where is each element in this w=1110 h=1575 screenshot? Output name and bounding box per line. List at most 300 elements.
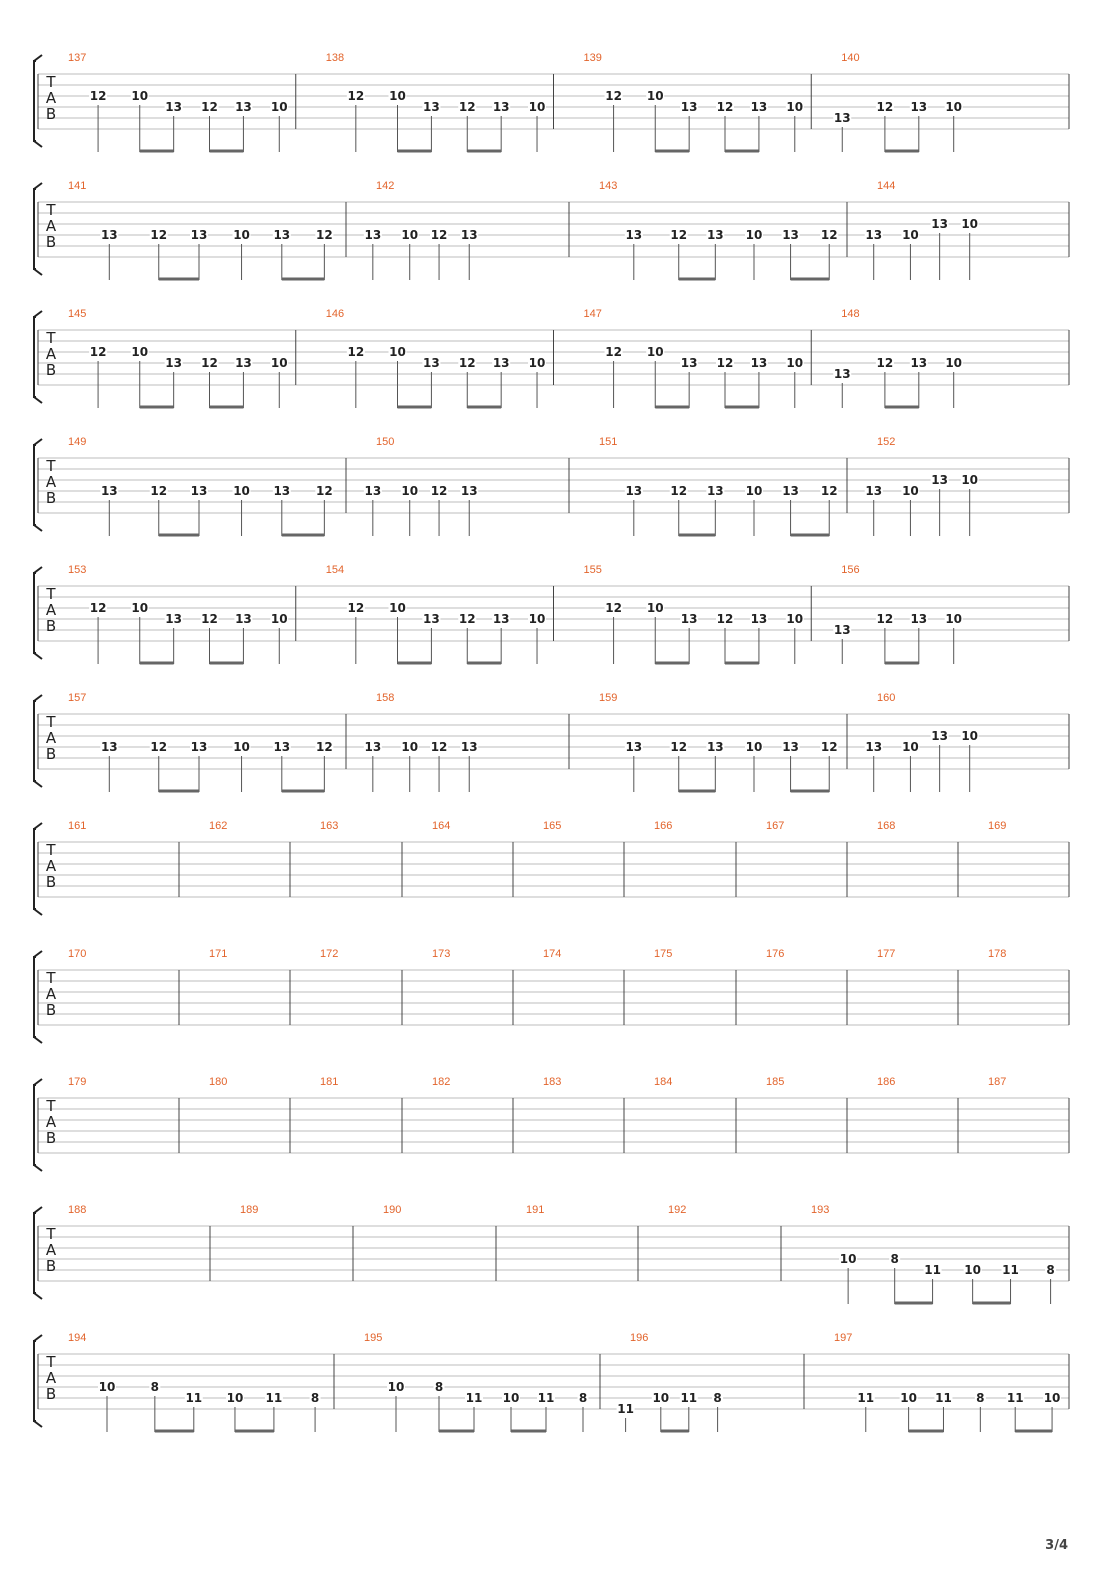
- fret-number: 13: [910, 100, 928, 114]
- bracket-hook: [34, 1421, 42, 1427]
- bracket-hook: [34, 1207, 42, 1213]
- measure-number: 151: [599, 436, 618, 448]
- measure-number: 149: [68, 436, 87, 448]
- fret-number: 12: [876, 100, 894, 114]
- measure-number: 168: [877, 820, 896, 832]
- fret-number: 13: [865, 484, 883, 498]
- measure-number: 158: [376, 692, 395, 704]
- fret-number: 13: [165, 100, 183, 114]
- fret-number: 13: [235, 100, 252, 114]
- fret-number: 13: [190, 228, 208, 242]
- fret-number: 10: [646, 345, 664, 359]
- measure-183: [543, 1076, 561, 1088]
- measure-number: 170: [68, 948, 87, 960]
- measure-196: [617, 1332, 724, 1432]
- bracket-hook: [34, 439, 42, 445]
- bracket-hook: [34, 823, 42, 829]
- fret-number: 13: [750, 612, 768, 626]
- fret-number: 10: [961, 729, 979, 743]
- measure-152: [865, 436, 979, 536]
- fret-number: 10: [646, 601, 664, 615]
- fret-number: 13: [706, 484, 724, 498]
- measure-141: [68, 180, 333, 280]
- fret-number: 12: [876, 356, 894, 370]
- fret-number: 10: [961, 217, 979, 231]
- fret-number: 11: [465, 1391, 483, 1405]
- measure-138: [326, 52, 546, 152]
- fret-number: 12: [605, 345, 622, 359]
- fret-number: 12: [716, 100, 734, 114]
- measure-number: 184: [654, 1076, 673, 1088]
- measure-151: [599, 436, 838, 536]
- tab-clef-letter: T: [46, 713, 56, 731]
- fret-number: 13: [364, 484, 382, 498]
- fret-number: 12: [89, 345, 107, 359]
- fret-number: 12: [150, 740, 168, 754]
- fret-number: 13: [865, 740, 883, 754]
- fret-number: 12: [430, 484, 448, 498]
- measure-number: 196: [630, 1332, 649, 1344]
- tab-clef-letter: A: [45, 89, 57, 107]
- measure-156: [833, 564, 962, 664]
- fret-number: 12: [605, 89, 622, 103]
- fret-number: 13: [680, 100, 698, 114]
- tab-clef-letter: T: [46, 585, 56, 603]
- fret-number: 11: [617, 1402, 634, 1416]
- fret-number: 13: [833, 111, 851, 125]
- measure-number: 167: [766, 820, 785, 832]
- fret-number: 10: [902, 228, 919, 242]
- measure-158: [364, 692, 478, 792]
- fret-number: 13: [100, 228, 118, 242]
- tab-clef-letter: B: [45, 233, 57, 251]
- measure-number: 179: [68, 1076, 87, 1088]
- page-number: 3/4: [1045, 1538, 1068, 1553]
- measure-number: 193: [811, 1204, 830, 1216]
- fret-number: 10: [528, 612, 546, 626]
- system-bracket: [34, 1085, 36, 1165]
- measure-165: [543, 820, 561, 832]
- measure-number: 172: [320, 948, 339, 960]
- measure-number: 190: [383, 1204, 402, 1216]
- fret-number: 13: [273, 484, 291, 498]
- fret-number: 13: [782, 740, 799, 754]
- fret-number: 12: [458, 356, 476, 370]
- fret-number: 12: [315, 484, 333, 498]
- bracket-hook: [34, 951, 42, 957]
- fret-number: 12: [820, 484, 838, 498]
- system-11: [34, 1332, 1069, 1432]
- fret-number: 8: [310, 1391, 320, 1405]
- system-bracket: [34, 573, 36, 653]
- measure-197: [834, 1332, 1061, 1432]
- fret-number: 13: [423, 356, 440, 370]
- measure-number: 186: [877, 1076, 896, 1088]
- fret-number: 8: [150, 1380, 160, 1394]
- fret-number: 13: [423, 100, 440, 114]
- system-bracket: [34, 61, 36, 141]
- measure-137: [68, 52, 288, 152]
- measure-number: 189: [240, 1204, 259, 1216]
- fret-number: 11: [1006, 1391, 1024, 1405]
- measure-number: 181: [320, 1076, 339, 1088]
- fret-number: 13: [625, 484, 643, 498]
- fret-number: 13: [492, 356, 510, 370]
- measure-number: 177: [877, 948, 896, 960]
- system-7: [34, 820, 1069, 915]
- fret-number: 10: [786, 100, 804, 114]
- measure-number: 187: [988, 1076, 1007, 1088]
- fret-number: 13: [625, 228, 643, 242]
- fret-number: 10: [401, 484, 419, 498]
- measure-number: 154: [325, 564, 345, 576]
- fret-number: 12: [670, 484, 688, 498]
- measure-187: [988, 1076, 1006, 1088]
- measure-number: 163: [320, 820, 339, 832]
- bracket-hook: [34, 909, 42, 915]
- fret-number: 13: [782, 228, 799, 242]
- measure-181: [320, 1076, 338, 1088]
- fret-number: 11: [1002, 1263, 1019, 1277]
- fret-number: 10: [270, 612, 288, 626]
- system-3: [34, 308, 1069, 408]
- fret-number: 10: [1043, 1391, 1061, 1405]
- fret-number: 10: [902, 484, 919, 498]
- measure-number: 144: [877, 180, 896, 192]
- fret-number: 13: [460, 740, 478, 754]
- bracket-hook: [34, 1037, 42, 1043]
- measure-167: [766, 820, 784, 832]
- fret-number: 10: [745, 228, 763, 242]
- measure-number: 152: [877, 436, 896, 448]
- measure-195: [364, 1332, 589, 1432]
- measure-number: 166: [654, 820, 673, 832]
- measure-174: [543, 948, 561, 960]
- measure-171: [209, 948, 227, 960]
- measure-number: 176: [766, 948, 785, 960]
- tab-clef-letter: A: [45, 857, 57, 875]
- fret-number: 13: [273, 228, 291, 242]
- system-bracket: [34, 1213, 36, 1293]
- fret-number: 12: [201, 100, 218, 114]
- tab-clef-letter: T: [46, 457, 56, 475]
- fret-number: 10: [745, 740, 763, 754]
- fret-number: 13: [931, 729, 948, 743]
- fret-number: 10: [270, 356, 288, 370]
- fret-number: 12: [430, 740, 448, 754]
- fret-number: 13: [680, 612, 698, 626]
- measure-164: [432, 820, 450, 832]
- measure-number: 171: [209, 948, 228, 960]
- fret-number: 12: [670, 740, 688, 754]
- measure-159: [599, 692, 838, 792]
- measure-number: 150: [376, 436, 395, 448]
- tab-clef-letter: A: [45, 1241, 57, 1259]
- tab-clef-letter: A: [45, 345, 57, 363]
- tab-clef-letter: B: [45, 1129, 57, 1147]
- bracket-hook: [34, 141, 42, 147]
- fret-number: 12: [716, 612, 734, 626]
- fret-number: 12: [315, 740, 333, 754]
- fret-number: 8: [890, 1252, 899, 1266]
- fret-number: 8: [713, 1391, 722, 1405]
- fret-number: 10: [389, 345, 406, 359]
- system-bracket: [34, 445, 36, 525]
- system-4: [34, 436, 1069, 536]
- measure-184: [654, 1076, 672, 1088]
- measure-162: [209, 820, 227, 832]
- measure-163: [320, 820, 338, 832]
- measure-number: 157: [68, 692, 87, 704]
- measure-180: [209, 1076, 227, 1088]
- fret-number: 13: [235, 356, 252, 370]
- fret-number: 10: [502, 1391, 520, 1405]
- fret-number: 12: [150, 484, 168, 498]
- measure-number: 188: [68, 1204, 87, 1216]
- system-5: [34, 564, 1069, 664]
- fret-number: 8: [1046, 1263, 1055, 1277]
- fret-number: 10: [528, 100, 546, 114]
- measure-139: [584, 52, 804, 152]
- system-9: [34, 1076, 1069, 1171]
- measure-number: 174: [543, 948, 562, 960]
- measure-number: 140: [841, 52, 860, 64]
- measure-193: [811, 1204, 1056, 1304]
- measure-150: [364, 436, 478, 536]
- measure-173: [432, 948, 450, 960]
- fret-number: 12: [347, 89, 365, 103]
- fret-number: 13: [782, 484, 799, 498]
- fret-number: 12: [716, 356, 734, 370]
- fret-number: 10: [226, 1391, 244, 1405]
- measure-number: 178: [988, 948, 1007, 960]
- fret-number: 10: [387, 1380, 405, 1394]
- measure-number: 185: [766, 1076, 785, 1088]
- bracket-hook: [34, 567, 42, 573]
- measure-number: 156: [841, 564, 860, 576]
- fret-number: 12: [820, 740, 838, 754]
- measure-number: 139: [583, 52, 602, 64]
- measure-number: 137: [68, 52, 87, 64]
- measure-144: [865, 180, 979, 280]
- fret-number: 10: [528, 356, 546, 370]
- measure-190: [383, 1204, 401, 1216]
- fret-number: 10: [389, 601, 406, 615]
- fret-number: 10: [945, 100, 963, 114]
- fret-number: 13: [235, 612, 252, 626]
- fret-number: 12: [458, 612, 476, 626]
- measure-number: 159: [599, 692, 618, 704]
- fret-number: 13: [190, 484, 208, 498]
- measure-146: [326, 308, 546, 408]
- measure-number: 141: [68, 180, 87, 192]
- tab-clef-letter: B: [45, 105, 57, 123]
- tab-clef-letter: A: [45, 601, 57, 619]
- fret-number: 10: [945, 612, 963, 626]
- bracket-hook: [34, 397, 42, 403]
- measure-number: 161: [68, 820, 87, 832]
- measure-number: 165: [543, 820, 562, 832]
- fret-number: 12: [430, 228, 448, 242]
- measure-number: 195: [364, 1332, 383, 1344]
- measure-149: [68, 436, 333, 536]
- measure-160: [865, 692, 979, 792]
- tab-clef-letter: T: [46, 1097, 56, 1115]
- fret-number: 10: [902, 740, 919, 754]
- fret-number: 12: [201, 612, 218, 626]
- fret-number: 11: [935, 1391, 952, 1405]
- fret-number: 10: [964, 1263, 981, 1277]
- fret-number: 10: [786, 356, 804, 370]
- fret-number: 10: [233, 740, 250, 754]
- fret-number: 10: [652, 1391, 670, 1405]
- system-bracket: [34, 957, 36, 1037]
- tab-clef-letter: T: [46, 841, 56, 859]
- measure-177: [877, 948, 895, 960]
- fret-number: 10: [389, 89, 406, 103]
- measure-number: 164: [432, 820, 451, 832]
- fret-number: 13: [910, 356, 928, 370]
- measure-182: [432, 1076, 450, 1088]
- fret-number: 12: [670, 228, 688, 242]
- fret-number: 12: [315, 228, 333, 242]
- bracket-hook: [34, 269, 42, 275]
- fret-number: 13: [931, 473, 948, 487]
- bracket-hook: [34, 183, 42, 189]
- fret-number: 12: [150, 228, 168, 242]
- fret-number: 11: [924, 1263, 941, 1277]
- measure-number: 182: [432, 1076, 451, 1088]
- measure-number: 142: [376, 180, 395, 192]
- measure-157: [68, 692, 333, 792]
- measure-189: [240, 1204, 258, 1216]
- fret-number: 13: [423, 612, 440, 626]
- system-1: [34, 52, 1069, 152]
- system-2: [34, 180, 1069, 280]
- tab-clef-letter: B: [45, 1257, 57, 1275]
- measure-192: [668, 1204, 686, 1216]
- measure-143: [599, 180, 838, 280]
- measure-179: [68, 1076, 86, 1088]
- tab-clef-letter: B: [45, 617, 57, 635]
- bracket-hook: [34, 695, 42, 701]
- fret-number: 13: [190, 740, 208, 754]
- fret-number: 8: [976, 1391, 985, 1405]
- measure-178: [988, 948, 1006, 960]
- fret-number: 10: [131, 345, 149, 359]
- measure-number: 148: [841, 308, 860, 320]
- measure-number: 194: [68, 1332, 87, 1344]
- measure-170: [68, 948, 86, 960]
- measure-number: 160: [877, 692, 896, 704]
- fret-number: 13: [750, 356, 768, 370]
- measure-175: [654, 948, 672, 960]
- fret-number: 10: [98, 1380, 116, 1394]
- measure-168: [877, 820, 895, 832]
- measure-161: [68, 820, 86, 832]
- tab-clef-letter: B: [45, 1001, 57, 1019]
- fret-number: 12: [201, 356, 218, 370]
- measure-176: [766, 948, 784, 960]
- fret-number: 10: [745, 484, 763, 498]
- tab-clef-letter: T: [46, 1225, 56, 1243]
- fret-number: 13: [931, 217, 948, 231]
- fret-number: 8: [578, 1391, 588, 1405]
- fret-number: 10: [401, 228, 419, 242]
- measure-194: [68, 1332, 321, 1432]
- fret-number: 10: [786, 612, 804, 626]
- measure-number: 162: [209, 820, 228, 832]
- fret-number: 12: [605, 601, 622, 615]
- system-bracket: [34, 317, 36, 397]
- measure-153: [68, 564, 288, 664]
- bracket-hook: [34, 1293, 42, 1299]
- measure-142: [364, 180, 478, 280]
- tab-clef-letter: B: [45, 873, 57, 891]
- fret-number: 13: [273, 740, 291, 754]
- system-bracket: [34, 829, 36, 909]
- fret-number: 10: [839, 1252, 857, 1266]
- fret-number: 13: [165, 356, 183, 370]
- fret-number: 10: [961, 473, 979, 487]
- measure-number: 143: [599, 180, 618, 192]
- bracket-hook: [34, 781, 42, 787]
- tab-clef-letter: T: [46, 969, 56, 987]
- tab-clef-letter: T: [46, 329, 56, 347]
- tab-clef-letter: B: [45, 745, 57, 763]
- fret-number: 10: [945, 356, 963, 370]
- measure-number: 145: [68, 308, 87, 320]
- measure-169: [988, 820, 1006, 832]
- fret-number: 12: [347, 345, 365, 359]
- fret-number: 10: [233, 228, 250, 242]
- bracket-hook: [34, 1335, 42, 1341]
- fret-number: 12: [347, 601, 365, 615]
- measure-186: [877, 1076, 895, 1088]
- measure-155: [584, 564, 804, 664]
- tab-clef-letter: B: [45, 1385, 57, 1403]
- fret-number: 13: [492, 100, 510, 114]
- fret-number: 10: [900, 1391, 917, 1405]
- bracket-hook: [34, 55, 42, 61]
- measure-172: [320, 948, 338, 960]
- tab-clef-letter: T: [46, 73, 56, 91]
- fret-number: 12: [89, 601, 107, 615]
- fret-number: 11: [680, 1391, 698, 1405]
- fret-number: 13: [364, 740, 382, 754]
- measure-148: [833, 308, 962, 408]
- tab-clef-letter: A: [45, 1113, 57, 1131]
- system-bracket: [34, 1341, 36, 1421]
- fret-number: 13: [100, 484, 118, 498]
- fret-number: 12: [458, 100, 476, 114]
- measure-number: 153: [68, 564, 87, 576]
- fret-number: 13: [100, 740, 118, 754]
- bracket-hook: [34, 525, 42, 531]
- bracket-hook: [34, 653, 42, 659]
- fret-number: 13: [833, 367, 851, 381]
- measure-number: 169: [988, 820, 1007, 832]
- tab-clef-letter: A: [45, 217, 57, 235]
- measure-number: 147: [583, 308, 602, 320]
- measure-191: [526, 1204, 544, 1216]
- system-bracket: [34, 189, 36, 269]
- measure-number: 146: [325, 308, 345, 320]
- fret-number: 13: [165, 612, 183, 626]
- system-10: [34, 1204, 1069, 1304]
- measure-166: [654, 820, 672, 832]
- fret-number: 13: [492, 612, 510, 626]
